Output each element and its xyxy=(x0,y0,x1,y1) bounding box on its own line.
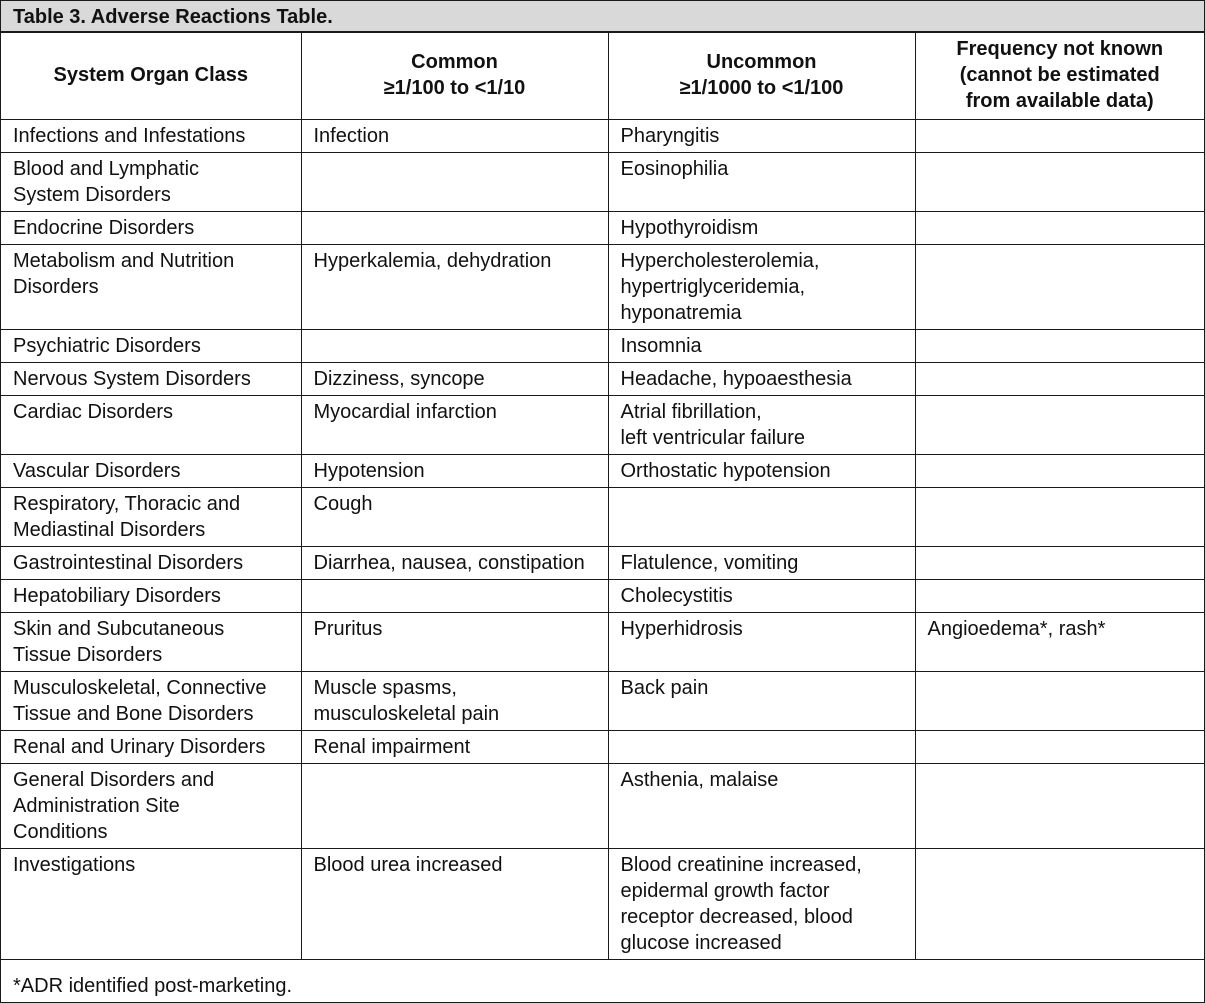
cell-text-line: Cholecystitis xyxy=(620,584,733,607)
cell-frequency-not-known xyxy=(915,329,1204,362)
cell-text-line: Vascular Disorders xyxy=(13,459,181,482)
header-common xyxy=(301,33,608,119)
cell-text-line: Headache, hypoaesthesia xyxy=(620,367,852,390)
cell-text-line: receptor decreased, blood xyxy=(620,905,853,928)
cell-uncommon xyxy=(608,671,915,730)
header-note: (cannot be estimated xyxy=(959,63,1160,86)
cell-uncommon xyxy=(608,362,915,395)
table-row xyxy=(1,671,1204,730)
cell-text-line: musculoskeletal pain xyxy=(313,702,500,725)
cell-system-organ-class xyxy=(1,395,301,454)
cell-common xyxy=(301,848,608,959)
header-frequency-not-known xyxy=(915,33,1204,119)
cell-common xyxy=(301,763,608,848)
cell-system-organ-class xyxy=(1,152,301,211)
cell-text-line: Investigations xyxy=(13,853,136,876)
cell-text-line: Muscle spasms, xyxy=(313,676,457,699)
cell-system-organ-class xyxy=(1,487,301,546)
cell-system-organ-class xyxy=(1,763,301,848)
cell-text-line: Hepatobiliary Disorders xyxy=(13,584,221,607)
cell-text-line: Blood and Lymphatic xyxy=(13,157,200,180)
cell-system-organ-class xyxy=(1,211,301,244)
header-frequency-range: ≥1/1000 to <1/100 xyxy=(679,76,844,99)
cell-common xyxy=(301,730,608,763)
cell-uncommon xyxy=(608,119,915,152)
cell-text-line: hyponatremia xyxy=(620,301,742,324)
table-row xyxy=(1,612,1204,671)
cell-frequency-not-known xyxy=(915,152,1204,211)
cell-text-line: epidermal growth factor xyxy=(620,879,830,902)
table-row xyxy=(1,546,1204,579)
cell-uncommon xyxy=(608,487,915,546)
cell-text-line: Dizziness, syncope xyxy=(313,367,485,390)
table-row xyxy=(1,119,1204,152)
cell-frequency-not-known xyxy=(915,730,1204,763)
cell-common xyxy=(301,671,608,730)
cell-text-line: General Disorders and xyxy=(13,768,215,791)
table-row xyxy=(1,244,1204,329)
cell-text-line: Infection xyxy=(313,124,390,147)
cell-frequency-not-known xyxy=(915,211,1204,244)
cell-system-organ-class xyxy=(1,546,301,579)
cell-text-line: Skin and Subcutaneous xyxy=(13,617,225,640)
cell-text-line: Metabolism and Nutrition xyxy=(13,249,235,272)
cell-system-organ-class xyxy=(1,329,301,362)
adverse-reactions-table xyxy=(1,33,1204,960)
cell-text-line: hypertriglyceridemia, xyxy=(620,275,806,298)
cell-frequency-not-known xyxy=(915,612,1204,671)
cell-text-line: Infections and Infestations xyxy=(13,124,246,147)
table-row xyxy=(1,395,1204,454)
cell-text-line: Cough xyxy=(313,492,373,515)
cell-common xyxy=(301,546,608,579)
header-note: from available data) xyxy=(965,89,1154,112)
cell-system-organ-class xyxy=(1,244,301,329)
cell-common xyxy=(301,395,608,454)
cell-uncommon xyxy=(608,211,915,244)
cell-text-line: Asthenia, malaise xyxy=(620,768,779,791)
cell-frequency-not-known xyxy=(915,244,1204,329)
table-row xyxy=(1,763,1204,848)
header-label: Uncommon xyxy=(706,50,817,73)
cell-common xyxy=(301,329,608,362)
cell-system-organ-class xyxy=(1,671,301,730)
table-footnote: *ADR identified post-marketing. xyxy=(13,975,293,997)
header-label: Frequency not known xyxy=(956,37,1164,60)
cell-uncommon xyxy=(608,579,915,612)
cell-frequency-not-known xyxy=(915,119,1204,152)
cell-frequency-not-known xyxy=(915,848,1204,959)
cell-text-line: Diarrhea, nausea, constipation xyxy=(313,551,585,574)
cell-text-line: Orthostatic hypotension xyxy=(620,459,831,482)
cell-common xyxy=(301,579,608,612)
table-row xyxy=(1,362,1204,395)
cell-text-line: Mediastinal Disorders xyxy=(13,518,206,541)
cell-common xyxy=(301,211,608,244)
cell-text-line: Blood urea increased xyxy=(313,853,503,876)
cell-common xyxy=(301,454,608,487)
cell-text-line: Hypothyroidism xyxy=(620,216,759,239)
cell-text-line: Respiratory, Thoracic and xyxy=(13,492,241,515)
cell-uncommon xyxy=(608,329,915,362)
cell-common xyxy=(301,244,608,329)
cell-system-organ-class xyxy=(1,119,301,152)
cell-system-organ-class xyxy=(1,362,301,395)
cell-frequency-not-known xyxy=(915,763,1204,848)
table-title: Table 3. Adverse Reactions Table. xyxy=(1,1,1204,33)
cell-system-organ-class xyxy=(1,579,301,612)
cell-uncommon xyxy=(608,848,915,959)
cell-text-line: Insomnia xyxy=(620,334,702,357)
cell-text-line: Endocrine Disorders xyxy=(13,216,195,239)
table-header-row xyxy=(1,33,1204,119)
header-uncommon xyxy=(608,33,915,119)
header-system-organ-class xyxy=(1,33,301,119)
cell-text-line: Myocardial infarction xyxy=(313,400,497,423)
cell-system-organ-class xyxy=(1,848,301,959)
cell-text-line: Renal impairment xyxy=(313,735,471,758)
cell-common xyxy=(301,612,608,671)
cell-system-organ-class xyxy=(1,454,301,487)
cell-text-line: Atrial fibrillation, xyxy=(620,400,762,423)
cell-text-line: Hypercholesterolemia, xyxy=(620,249,820,272)
cell-text-line: Blood creatinine increased, xyxy=(620,853,862,876)
cell-text-line: Renal and Urinary Disorders xyxy=(13,735,266,758)
table-row xyxy=(1,579,1204,612)
cell-text-line: Cardiac Disorders xyxy=(13,400,174,423)
cell-text-line: Musculoskeletal, Connective xyxy=(13,676,267,699)
cell-text-line: Hypotension xyxy=(313,459,425,482)
cell-text-line: left ventricular failure xyxy=(620,426,806,449)
cell-text-line: Psychiatric Disorders xyxy=(13,334,201,357)
cell-text-line: Gastrointestinal Disorders xyxy=(13,551,244,574)
cell-text-line: Nervous System Disorders xyxy=(13,367,251,390)
cell-text-line: Administration Site xyxy=(13,794,180,817)
cell-uncommon xyxy=(608,546,915,579)
table-row xyxy=(1,730,1204,763)
cell-system-organ-class xyxy=(1,730,301,763)
cell-frequency-not-known xyxy=(915,579,1204,612)
cell-common xyxy=(301,119,608,152)
cell-uncommon xyxy=(608,612,915,671)
cell-text-line: Back pain xyxy=(620,676,709,699)
cell-text-line: Tissue and Bone Disorders xyxy=(13,702,254,725)
cell-common xyxy=(301,362,608,395)
table-row xyxy=(1,211,1204,244)
table-body xyxy=(1,119,1204,959)
cell-text-line: Tissue Disorders xyxy=(13,643,163,666)
cell-common xyxy=(301,152,608,211)
cell-text-line: Flatulence, vomiting xyxy=(620,551,799,574)
cell-uncommon xyxy=(608,152,915,211)
cell-text-line: Conditions xyxy=(13,820,108,843)
header-frequency-range: ≥1/100 to <1/10 xyxy=(383,76,526,99)
cell-text-line: Hyperhidrosis xyxy=(620,617,743,640)
cell-text-line: System Disorders xyxy=(13,183,171,206)
cell-text-line: Pruritus xyxy=(313,617,383,640)
cell-uncommon xyxy=(608,454,915,487)
cell-frequency-not-known xyxy=(915,546,1204,579)
cell-uncommon xyxy=(608,395,915,454)
cell-system-organ-class xyxy=(1,612,301,671)
cell-frequency-not-known xyxy=(915,671,1204,730)
table-row xyxy=(1,454,1204,487)
cell-text-line: Hyperkalemia, dehydration xyxy=(313,249,552,272)
cell-text-line: Disorders xyxy=(13,275,99,298)
cell-text-line: glucose increased xyxy=(620,931,782,954)
cell-frequency-not-known xyxy=(915,454,1204,487)
cell-text-line: Eosinophilia xyxy=(620,157,729,180)
cell-uncommon xyxy=(608,763,915,848)
cell-common xyxy=(301,487,608,546)
cell-frequency-not-known xyxy=(915,395,1204,454)
header-label: System Organ Class xyxy=(53,63,249,86)
header-label: Common xyxy=(411,50,498,73)
cell-frequency-not-known xyxy=(915,362,1204,395)
cell-frequency-not-known xyxy=(915,487,1204,546)
cell-text-line: Pharyngitis xyxy=(620,124,720,147)
cell-uncommon xyxy=(608,730,915,763)
table-row xyxy=(1,487,1204,546)
cell-uncommon xyxy=(608,244,915,329)
table-row xyxy=(1,152,1204,211)
table-row xyxy=(1,329,1204,362)
table-row xyxy=(1,848,1204,959)
cell-text-line: Angioedema*, rash* xyxy=(927,617,1106,640)
